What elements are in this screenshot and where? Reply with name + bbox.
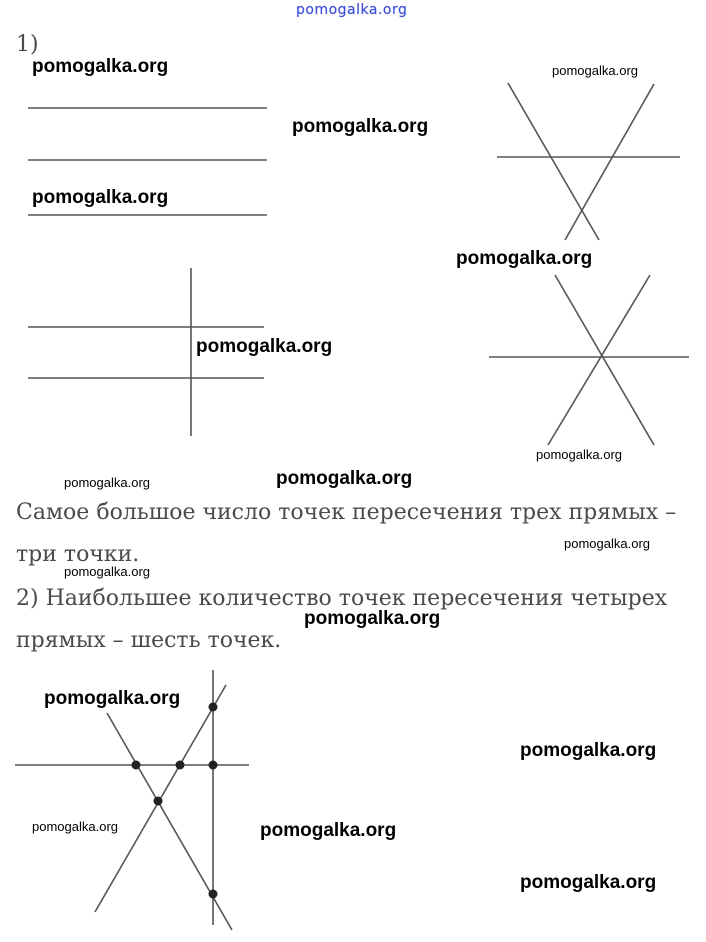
watermark: pomogalka.org — [520, 740, 657, 761]
watermark: pomogalka.org — [564, 536, 650, 551]
site-header-watermark: pomogalka.org — [296, 2, 408, 18]
figure-three-concurrent-lines — [489, 275, 689, 445]
line-a — [508, 83, 599, 240]
line-b — [565, 84, 654, 240]
watermark: pomogalka.org — [32, 819, 118, 834]
part2-answer-line2: прямых – шесть точек. — [16, 628, 282, 653]
watermark: pomogalka.org — [260, 820, 397, 841]
intersection-point — [154, 797, 163, 806]
watermark: pomogalka.org — [32, 56, 169, 77]
watermark: pomogalka.org — [44, 688, 181, 709]
part1-answer-line1: Самое большое число точек пересечения трех прямых – — [16, 500, 677, 525]
intersection-point — [176, 761, 185, 770]
watermark: pomogalka.org — [276, 468, 413, 489]
part1-answer-line2: три точки. — [16, 542, 140, 567]
line-a — [555, 275, 654, 445]
part1-number: 1) — [16, 32, 39, 57]
watermark: pomogalka.org — [32, 187, 169, 208]
watermark: pomogalka.org — [520, 872, 657, 893]
figure-two-crossing-one-horizontal — [497, 83, 680, 240]
watermark: pomogalka.org — [292, 116, 429, 137]
intersection-point — [209, 890, 218, 899]
watermark: pomogalka.org — [64, 564, 150, 579]
part2-answer-line1: 2) Наибольшее количество точек пересечения четырех — [16, 586, 668, 611]
intersection-point — [209, 761, 218, 770]
watermark: pomogalka.org — [456, 248, 593, 269]
watermark: pomogalka.org — [552, 63, 638, 78]
intersection-point — [209, 703, 218, 712]
intersection-point — [132, 761, 141, 770]
watermark: pomogalka.org — [304, 608, 441, 629]
watermark: pomogalka.org — [536, 447, 622, 462]
line-b — [548, 275, 650, 445]
watermark: pomogalka.org — [196, 336, 333, 357]
watermark: pomogalka.org — [64, 475, 150, 490]
